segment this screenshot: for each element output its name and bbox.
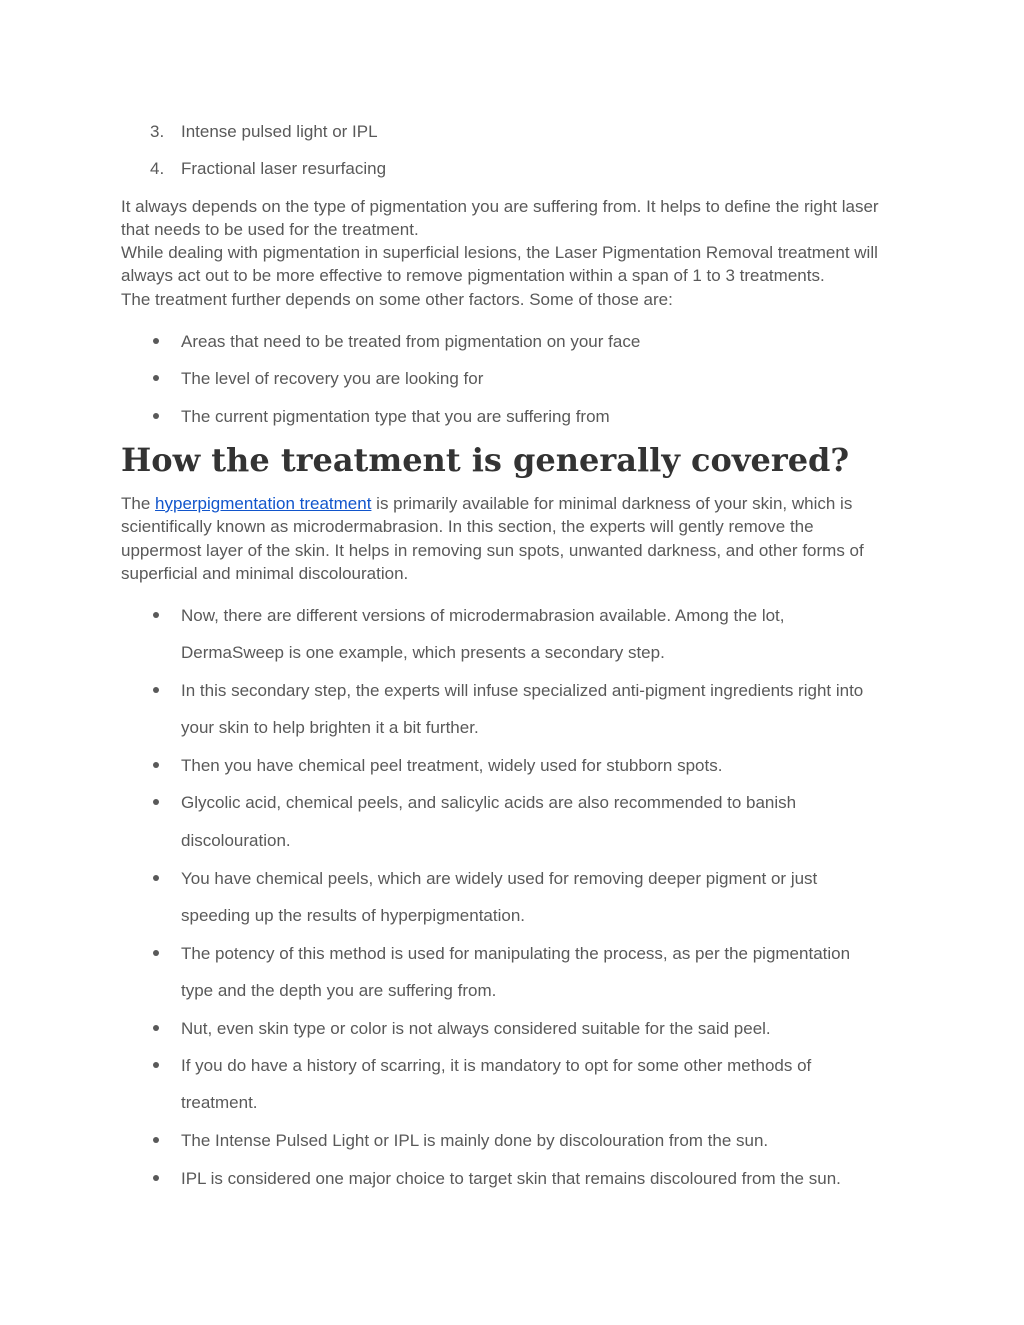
list-item: Fractional laser resurfacing — [181, 159, 387, 178]
bullet-dot-icon — [153, 799, 159, 805]
list-item: The level of recovery you are looking for — [181, 369, 484, 388]
list-item: The potency of this method is used for manipulating the process, as per the pigmentation — [181, 944, 851, 963]
paragraph-line: always act out to be more effective to remove pigmentation within a span of 1 to 3 treatments. — [121, 266, 825, 285]
bullet-dot-icon — [153, 1175, 159, 1181]
list-item: Now, there are different versions of microdermabrasion available. Among the lot, — [181, 606, 785, 625]
paragraph-line: superficial and minimal discolouration. — [121, 564, 409, 583]
bullet-dot-icon — [153, 612, 159, 618]
section-heading: How the treatment is generally covered? — [121, 441, 850, 479]
list-item: Then you have chemical peel treatment, widely used for stubborn spots. — [181, 756, 723, 775]
list-number: 3. — [150, 122, 165, 141]
bullet-dot-icon — [153, 875, 159, 881]
paragraph-line: scientifically known as microdermabrasion. In this section, the experts will gently remove the — [121, 517, 814, 536]
paragraph-line — [121, 492, 852, 515]
bullet-dot-icon — [153, 375, 159, 381]
hyperpigmentation-treatment-link[interactable]: hyperpigmentation treatment — [155, 494, 372, 513]
bullet-dot-icon — [153, 413, 159, 419]
list-item: If you do have a history of scarring, it is mandatory to opt for some other methods of — [181, 1056, 812, 1075]
paragraph-prefix: The — [121, 494, 156, 513]
paragraph-line: While dealing with pigmentation in superficial lesions, the Laser Pigmentation Removal treatment will — [121, 243, 878, 262]
list-item: The Intense Pulsed Light or IPL is mainly done by discolouration from the sun. — [181, 1131, 769, 1150]
list-item: Glycolic acid, chemical peels, and salicylic acids are also recommended to banish — [181, 793, 797, 812]
list-item-continuation: speeding up the results of hyperpigmentation. — [181, 906, 526, 925]
list-number: 4. — [150, 159, 165, 178]
paragraph-line: It always depends on the type of pigmentation you are suffering from. It helps to define the right laser — [121, 197, 879, 216]
bullet-dot-icon — [153, 1137, 159, 1143]
paragraph-line: that needs to be used for the treatment. — [121, 220, 419, 239]
list-item: The current pigmentation type that you are suffering from — [181, 407, 610, 426]
list-item-continuation: DermaSweep is one example, which presents a secondary step. — [181, 643, 665, 662]
list-item-continuation: discolouration. — [181, 831, 291, 850]
list-item: Nut, even skin type or color is not always considered suitable for the said peel. — [181, 1019, 771, 1038]
list-item: In this secondary step, the experts will infuse specialized anti-pigment ingredients right into — [181, 681, 864, 700]
bullet-dot-icon — [153, 1062, 159, 1068]
list-item: Areas that need to be treated from pigmentation on your face — [181, 332, 641, 351]
bullet-dot-icon — [153, 950, 159, 956]
list-item: You have chemical peels, which are widely used for removing deeper pigment or just — [181, 869, 818, 888]
list-item-continuation: type and the depth you are suffering from. — [181, 981, 497, 1000]
bullet-dot-icon — [153, 687, 159, 693]
paragraph-line: uppermost layer of the skin. It helps in removing sun spots, unwanted darkness, and other forms of — [121, 541, 864, 560]
bullet-dot-icon — [153, 1025, 159, 1031]
list-item-continuation: treatment. — [181, 1093, 258, 1112]
list-item: Intense pulsed light or IPL — [181, 122, 378, 141]
paragraph-text: is primarily available for minimal darkness of your skin, which is — [371, 494, 853, 513]
paragraph-line: The treatment further depends on some other factors. Some of those are: — [121, 290, 673, 309]
list-item: IPL is considered one major choice to target skin that remains discoloured from the sun. — [181, 1169, 841, 1188]
bullet-dot-icon — [153, 338, 159, 344]
bullet-dot-icon — [153, 762, 159, 768]
list-item-continuation: your skin to help brighten it a bit further. — [181, 718, 479, 737]
